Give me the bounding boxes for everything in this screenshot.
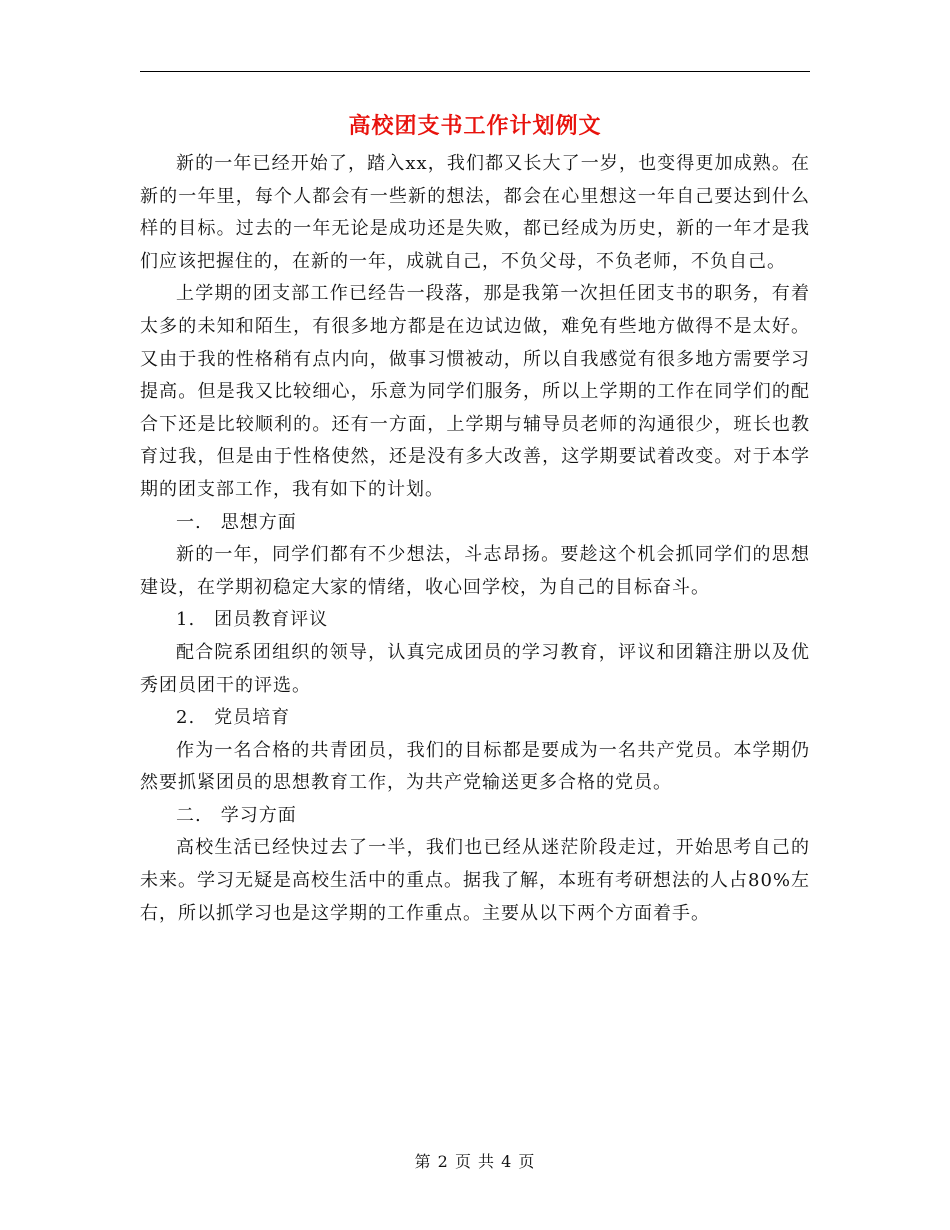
subheading-party-cultivation: 2. 党员培育 [176, 707, 291, 729]
page-number-footer: 第 2 页 共 4 页 [414, 1152, 536, 1171]
paragraph-party-cultivation: 作为一名合格的共青团员，我们的目标都是要成为一名共产党员。本学期仍然要抓紧团员的思想教育工作，为共产党输送更多合格的党员。 [140, 739, 810, 794]
paragraph-study: 高校生活已经快过去了一半，我们也已经从迷茫阶段走过，开始思考自己的未来。学习无疑是高校生活中的重点。据我了解，本班有考研想法的人占80%左右，所以抓学习也是这学期的工作重点。主要从以下两个方面着手。 [140, 837, 811, 924]
header-rule [140, 71, 810, 72]
page-title: 高校团支书工作计划例文 [348, 113, 602, 139]
paragraph-member-evaluation: 配合院系团组织的领导，认真完成团员的学习教育，评议和团籍注册以及优秀团员团干的评选。 [140, 641, 810, 696]
paragraph-ideology: 新的一年，同学们都有不少想法，斗志昂扬。要趁这个机会抓同学们的思想建设，在学期初稳定大家的情绪，收心回学校，为自己的目标奋斗。 [140, 544, 810, 598]
paragraph-intro: 新的一年已经开始了，踏入xx，我们都又长大了一岁，也变得更加成熟。在新的一年里，每个人都会有一些新的想法，都会在心里想这一年自己要达到什么样的目标。过去的一年无论是成功还是失败，都已经成为历史，新的一年才是我们应该把握住的，在新的一年，成就自己，不负父母，不负老师，不负自己。 [140, 153, 810, 272]
document-body [140, 148, 810, 930]
section-heading-ideology: 一. 思想方面 [176, 511, 297, 533]
paragraph-last-semester: 上学期的团支部工作已经告一段落，那是我第一次担任团支书的职务，有着太多的未知和陌生，有很多地方都是在边试边做，难免有些地方做得不是太好。又由于我的性格稍有点内向，做事习惯被动，所以自我感觉有很多地方需要学习提高。但是我又比较细心，乐意为同学们服务，所以上学期的工作在同学们的配合下还是比较顺利的。还有一方面，上学期与辅导员老师的沟通很少，班长也教育过我，但是由于性格使然，还是没有多大改善，这学期要试着改变。对于本学期的团支部工作，我有如下的计划。 [140, 283, 810, 500]
subheading-member-evaluation: 1. 团员教育评议 [176, 609, 329, 631]
section-heading-study: 二. 学习方面 [176, 804, 297, 826]
